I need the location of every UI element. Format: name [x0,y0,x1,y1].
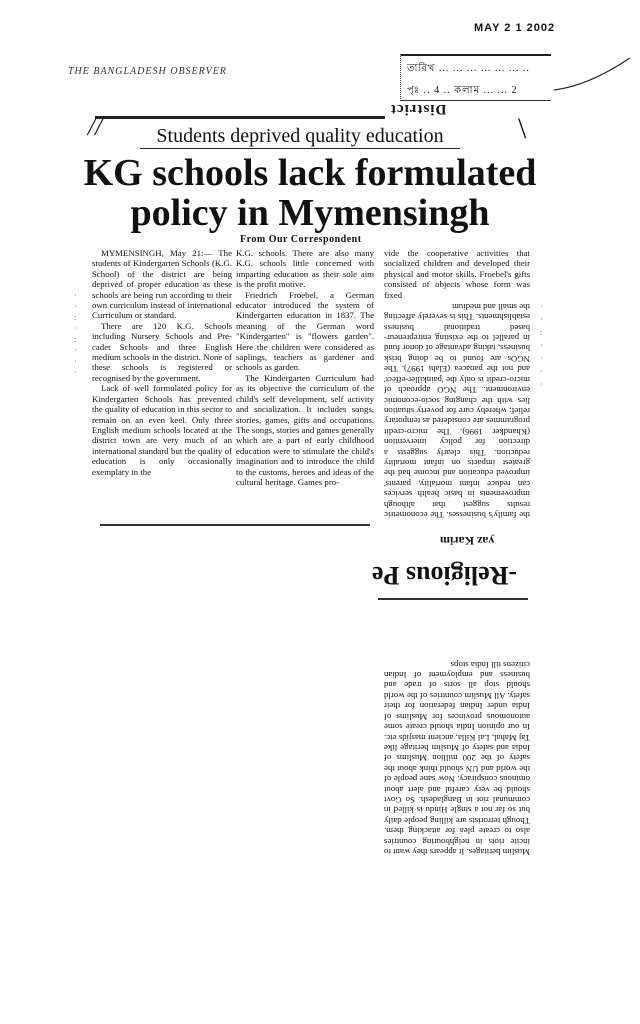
article-column-1 [92,248,232,477]
article-kicker: Students deprived quality education [140,124,460,149]
clip-mark-left: // [85,112,106,141]
article-byline: From Our Correspondent [240,234,362,245]
stamp-line-page: পৃঃ .. 4 .. কলাম ... ... 2 [407,85,518,96]
inverted-article-byline: yaz Karim [440,534,495,548]
stamp-line-date: তারিখ ... ... ... ... ... ... .. [407,63,530,74]
inverted-article-lower-text: Muslim heritages. It appears they want to incite riots in neighbouring countries also to create plea for attacking them. Though terrorists are killing people daily but so far not a single Hindu is killed in communal riot in Bangladesh. So Govt should be very careful and alert about ominous conspiracy. Now sane people of the world and UN should think about the safety of the 200 million Muslims of India and safety of Muslim heritage like Taj Mahal, Lal Killa, ancient masjids etc. In our opinion India should create some autonomous provinces for Muslims of India under Indian federation for their safety. All Muslim countries of the world should stop all sorts of trade and business and employment of Indian citizens till India stops [384,659,530,857]
filing-stamp [400,54,551,101]
clip-mark-right: \ [518,112,527,145]
paragraph: Friedrich Froebel, a German educator introduced the system of Kindergarten education in 1837. The meaning of the German word "Kindergarten" is "flowers garden". Here the children were considered as saplings, teachers as gardener and schools as garden. [236,289,374,373]
article-column-2 [236,248,374,520]
article-headline [80,153,540,233]
paragraph: There are 120 K.G. Schools including Nursery Schools and Pre-cadet Schools and three English medium schools in the district. None of these schools is registered or recognised by the government. [92,320,232,383]
margin-marks-left: · · : · : · · · [74,291,77,377]
headline-line-2: policy in Mymensingh [130,192,490,234]
torn-headline-fragment: District [390,101,447,117]
headline-line-1: KG schools lack formulated [83,152,537,194]
inverted-article-upper-text: the family's businesses. The econometric results suggest that although improvements in basic health services can reduce infant mortality, parents' improved education and income had the greatest impacts on infant mortality reduction. This clearly suggests a direction for policy intervention (Khandker 1996). The micro-credit programmes are considered as temporary relief; whereby cure for poverty situation lies with the changing socio-economic environment. The NGO approach of micro-credit is only the 'painkiller-effect' and not the panacea (Elahi 1997). The NGOs are found to be doing brisk business, taking advantage of donor fund in parallel to the existing entrepreneur-based traditional business establishments. This is severely affecting the small and medium [384,301,530,520]
margin-marks-right: · · : · · · · [540,302,543,389]
paragraph: K.G. schools. There are also many K.G. schools little concerned with imparting education as their sole aim is the profit motive. [236,248,374,290]
article-column-3: vide the cooperative activities that socialized children and developed their physical and motor skills. Froebel's gifts consisted of objects whose form was fixed [384,248,530,300]
inverted-article-rule [378,598,528,600]
signature-mark [552,56,632,96]
inverted-article-headline: -Religious Pe [372,561,518,590]
paragraph: Lack of well formulated policy for Kindergarten Schools has prevented the quality of education in this sector to remain on an even keel. Only three English medium schools located at the district town are very much of an international standard but the quality of education is only occasionally exemplary in the [92,383,232,477]
date-stamp: MAY 2 1 2002 [474,22,556,34]
paragraph: MYMENSINGH, May 21:— The students of Kindergarten Schools (K.G. School) of the district are being deprived of proper education as these schools are being run according to their own curriculum instead of international Curriculum or standard. [92,248,232,321]
clipping-top-rule [95,116,385,119]
clipping-bottom-rule [100,524,370,526]
newspaper-name: THE BANGLADESH OBSERVER [68,66,227,77]
paragraph: The Kindergarten Curriculum had as its objective the curriculum of the child's self development, self activity and socialization. It includes songs, stories, games, gifts and occupations. The songs, stories and games generally which are a part of early childhood education were to stimulate the child's imagination and to introduce the child to the customs, heroes and ideas of the cultural heritage. Games pro- [236,372,374,487]
